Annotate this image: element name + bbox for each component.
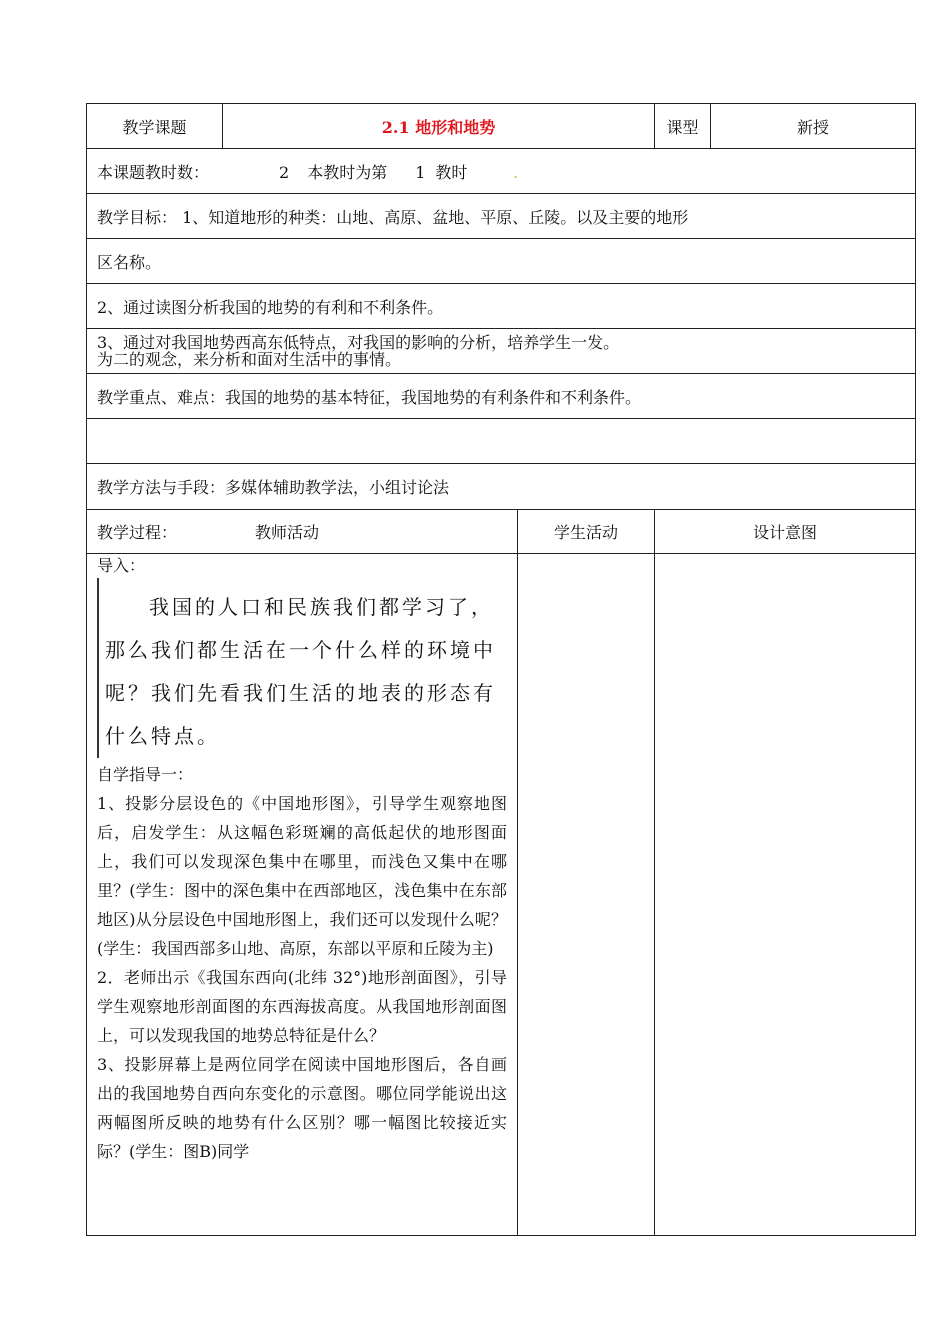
step-2: 2．老师出示《我国东西向(北纬 32°)地形剖面图》，引导学生观察地形剖面图的东西海拔高度。从我国地形剖面图上，可以发现我国的地势总特征是什么？ — [97, 968, 507, 1045]
current-hour: 1 — [415, 162, 426, 182]
hours-total: 2 — [279, 162, 290, 182]
hours-label: 本课题教时数： — [97, 162, 210, 182]
objective-row-2 — [87, 239, 916, 284]
teacher-activity-header: 教师活动 — [255, 523, 320, 542]
hours-row — [87, 149, 916, 194]
hours-cell — [87, 149, 916, 194]
intro-label: 导入： — [97, 556, 146, 575]
intro-box — [97, 578, 507, 758]
objective-row-1 — [87, 194, 916, 239]
process-header-left — [87, 510, 518, 554]
student-activity-cell — [518, 554, 655, 1236]
step-1: 1、投影分层设色的《中国地形图》，引导学生观察地图后，启发学生：从这幅色彩斑斓的高低起伏的地形图面上，我们可以发现深色集中在哪里，而浅色又集中在哪里？(学生：图中的深色集中在西部地区，浅色集中在东部地区)从分层设色中国地形图上，我们还可以发现什么呢？(学生：我国西部多山地、高原，东部以平原和丘陵为主) — [97, 794, 507, 958]
process-label: 教学过程： — [97, 523, 178, 542]
lesson-plan-table — [86, 103, 916, 1236]
teacher-activity-cell — [87, 554, 518, 1236]
methods-row — [87, 464, 916, 510]
header-row — [87, 104, 916, 149]
intro-text: 我国的人口和民族我们都学习了，那么我们都生活在一个什么样的环境中呢？我们先看我们生活的地表的形态有什么特点。 — [105, 595, 496, 748]
hours-unit: 教时 — [435, 162, 468, 182]
student-activity-header: 学生活动 — [518, 510, 655, 554]
objective-line-1: 教学目标： 1、知道地形的种类：山地、高原、盆地、平原、丘陵。以及主要的地形 — [87, 194, 916, 239]
objective-row-3 — [87, 284, 916, 329]
current-label: 本教时为第 — [307, 162, 388, 182]
design-intent-header: 设计意图 — [655, 510, 916, 554]
key-points-row — [87, 374, 916, 419]
type-label: 课型 — [655, 104, 711, 149]
course-label: 教学课题 — [87, 104, 223, 149]
objective-line-3: 2、通过读图分析我国的地势的有利和不利条件。 — [87, 284, 916, 329]
objective-line-4b: 为二的观念，来分析和面对生活中的事情。 — [97, 350, 402, 369]
guide-label: 自学指导一： — [97, 765, 194, 784]
lesson-title: 2.1 地形和地势 — [223, 104, 655, 149]
key-points: 教学重点、难点：我国的地势的基本特征，我国地势的有利条件和不利条件。 — [87, 374, 916, 419]
empty-row — [87, 419, 916, 464]
process-content-row — [87, 554, 916, 1236]
objective-row-4 — [87, 329, 916, 374]
objective-line-4a: 3、通过对我国地势西高东低特点，对我国的影响的分析，培养学生一发。 — [97, 333, 620, 352]
step-3: 3、投影屏幕上是两位同学在阅读中国地形图后，各自画出的我国地势自西向东变化的示意图。哪位同学能说出这两幅图所反映的地势有什么区别？哪一幅图比较接近实际？(学生：图B)同学 — [97, 1055, 507, 1161]
objective-line-2: 区名称。 — [87, 239, 916, 284]
process-header-row — [87, 510, 916, 554]
stray-dot: . — [513, 165, 518, 182]
methods: 教学方法与手段：多媒体辅助教学法，小组讨论法 — [87, 464, 916, 510]
objective-cell-4 — [87, 329, 916, 374]
design-intent-cell — [655, 554, 916, 1236]
empty-cell — [87, 419, 916, 464]
type-value: 新授 — [711, 104, 916, 149]
